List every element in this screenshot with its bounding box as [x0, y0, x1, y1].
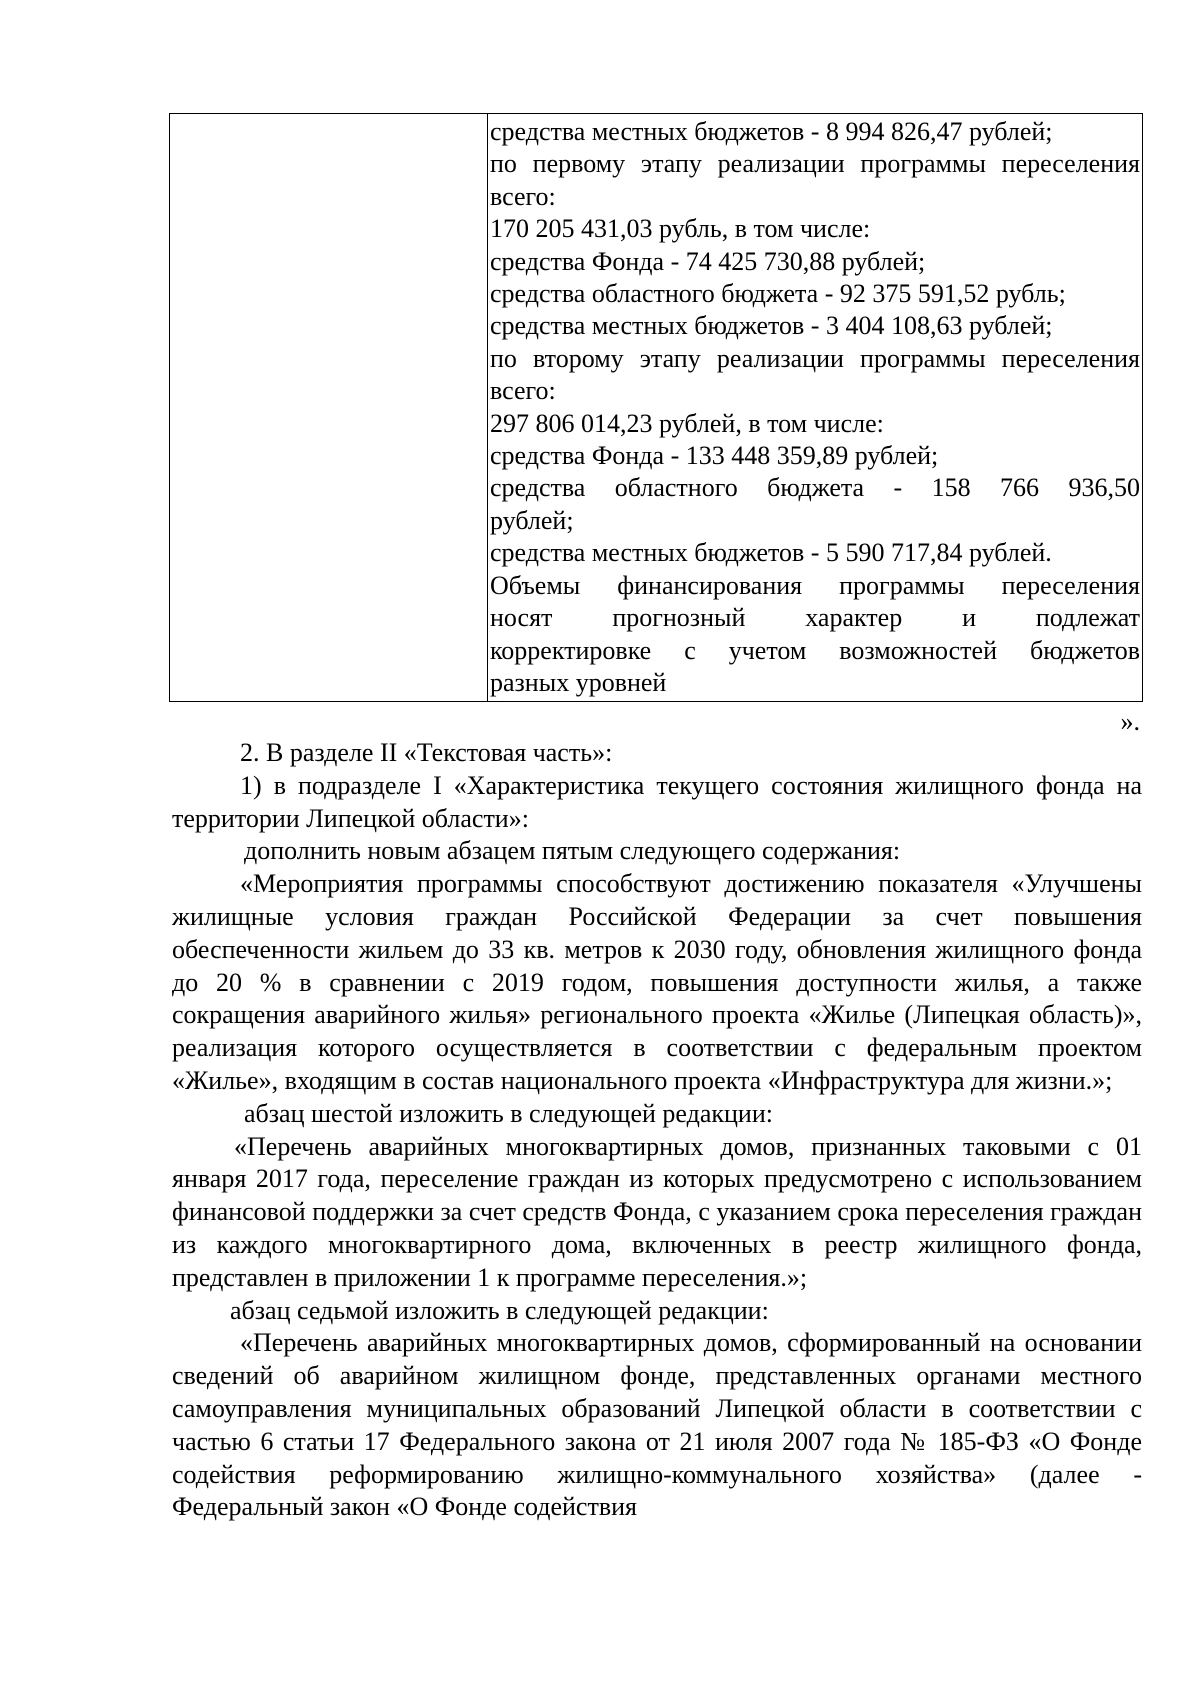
paragraph: дополнить новым абзацем пятым следующего содержания: [244, 836, 901, 866]
table-line: средства областного бюджета - 158 766 936,50 [490, 473, 1140, 503]
table-line: корректировке с учетом возможностей бюджетов [490, 635, 1140, 665]
table-line: средства местных бюджетов - 8 994 826,47 рублей; [490, 117, 1053, 146]
table-line: по второму этапу реализации программы переселения [490, 343, 1140, 373]
table-line: средства областного бюджета - 92 375 591,52 рубль; [490, 279, 1066, 309]
table-line: всего: [490, 181, 556, 211]
document-body [172, 737, 1142, 1524]
table-closing-quote: ». [1120, 707, 1140, 736]
table-line: по первому этапу реализации программы переселения [490, 149, 1140, 179]
paragraph: абзац седьмой изложить в следующей редакции: [230, 1295, 769, 1325]
paragraph: абзац шестой изложить в следующей редакции: [244, 1098, 773, 1128]
section-heading: 2. В разделе II «Текстовая часть»: [240, 738, 613, 767]
table-line: средства местных бюджетов - 3 404 108,63 рублей; [490, 311, 1053, 341]
table-line: 170 205 431,03 рубль, в том числе: [490, 214, 871, 244]
financing-table [169, 113, 1143, 702]
table-right-cell [488, 114, 1142, 701]
table-line: средства Фонда - 74 425 730,88 рублей; [490, 246, 926, 276]
table-left-cell [170, 114, 488, 701]
table-line: разных уровней [490, 667, 667, 697]
paragraph: «Перечень аварийных многоквартирных домов, признанных таковыми с 01 января 2017 года, переселение граждан из которых предусмотрено с использованием финансовой поддержки за счет средств Фонда, с указанием срока переселения граждан из каждого многоквартирного дома, включенных в реестр жилищного фонда, представлен в приложении 1 к программе переселения.»; [172, 1131, 1142, 1292]
paragraph: 1) в подразделе I «Характеристика текущего состояния жилищного фонда на территории Липецкой области»: [172, 770, 1142, 833]
table-line: средства местных бюджетов - 5 590 717,84 рублей. [490, 538, 1052, 568]
table-line: рублей; [490, 505, 574, 535]
paragraph: «Мероприятия программы способствуют достижению показателя «Улучшены жилищные условия граждан Российской Федерации за счет повышения обеспеченности жильем до 33 кв. метров к 2030 году, обновления жилищного фонда до 20 % в сравнении с 2019 годом, повышения доступности жилья, а также сокращения аварийного жилья» регионального проекта «Жилье (Липецкая область)», реализация которого осуществляется в соответствии с федеральным проектом «Жилье», входящим в состав национального проекта «Инфраструктура для жизни.»; [172, 869, 1142, 1095]
table-line: Объемы финансирования программы переселения [490, 570, 1140, 600]
paragraph: «Перечень аварийных многоквартирных домов, сформированный на основании сведений об аварийном жилищном фонде, представленных органами местного самоуправления муниципальных образований Липецкой области в соответствии с частью 6 статьи 17 Федерального закона от 21 июля 2007 года № 185-ФЗ «О Фонде содействия реформированию жилищно-коммунального хозяйства» (далее - Федеральный закон «О Фонде содействия [172, 1328, 1142, 1522]
table-line: 297 806 014,23 рублей, в том числе: [490, 408, 884, 438]
table-line: носят прогнозный характер и подлежат [490, 603, 1140, 633]
table-line: всего: [490, 376, 556, 406]
table-line: средства Фонда - 133 448 359,89 рублей; [490, 441, 939, 471]
